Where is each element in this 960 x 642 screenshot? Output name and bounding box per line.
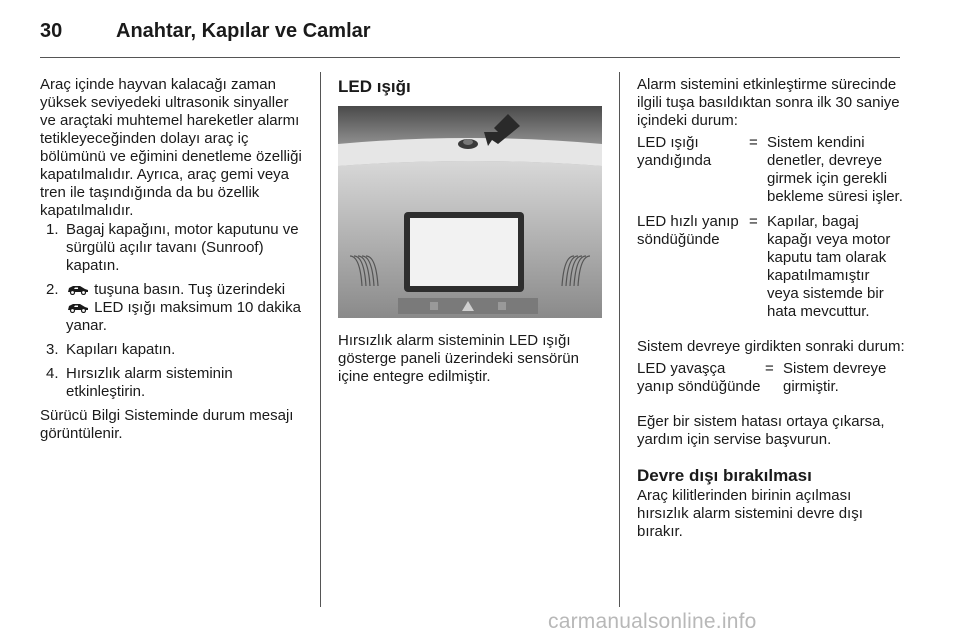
definition-term: LED yavaşça yanıp söndüğünde bbox=[637, 360, 761, 395]
step-item bbox=[40, 341, 306, 359]
dashboard-led-photo bbox=[338, 106, 602, 318]
page-number: 30 bbox=[40, 20, 63, 42]
header-rule bbox=[40, 57, 900, 58]
definition-description: Sistem devreye girmiştir. bbox=[783, 360, 887, 395]
step-item bbox=[40, 281, 306, 335]
step-item bbox=[40, 365, 306, 401]
step-text: Kapıları kapatın. bbox=[66, 341, 176, 358]
step-text: Hırsızlık alarm sisteminin etkinleştirin. bbox=[66, 365, 233, 400]
step-number: 2. bbox=[46, 281, 59, 298]
error-paragraph: Eğer bir sistem hatası ortaya çıkarsa, yardım için servise başvurun. bbox=[637, 413, 885, 448]
activation-steps bbox=[40, 221, 306, 401]
step-text: Bagaj kapağını, motor kaputunu ve sürgülü açılır tavanı (Sunroof) kapatın. bbox=[66, 221, 299, 274]
column-divider-2 bbox=[619, 72, 620, 607]
definition-description: Kapılar, bagaj kapağı veya motor kaputu tam olarak kapatılmamıştır veya sistemde bir hata mevcuttur. bbox=[767, 213, 891, 320]
status-after-intro: Sistem devreye girdikten sonraki durum: bbox=[637, 338, 905, 355]
step-item bbox=[40, 221, 306, 275]
status-intro: Alarm sistemini etkinleştirme sürecinde ilgili tuşa basıldıktan sonra ilk 30 saniye içindeki durum: bbox=[637, 76, 900, 129]
column-1 bbox=[40, 76, 306, 443]
status-definitions-2 bbox=[637, 360, 905, 396]
car-alarm-icon bbox=[66, 283, 90, 295]
deactivation-heading: Devre dışı bırakılması bbox=[637, 466, 812, 485]
watermark: carmanualsonline.info bbox=[548, 610, 757, 633]
definition-equals: = bbox=[749, 213, 758, 230]
step-number: 1. bbox=[46, 221, 59, 238]
chapter-title: Anahtar, Kapılar ve Camlar bbox=[116, 20, 371, 42]
definition-row bbox=[637, 360, 905, 396]
closing-paragraph: Sürücü Bilgi Sisteminde durum mesajı görüntülenir. bbox=[40, 407, 294, 442]
page-header bbox=[40, 20, 900, 60]
deactivation-paragraph: Araç kilitlerinden birinin açılması hırsızlık alarm sistemini devre dışı bırakır. bbox=[637, 487, 863, 540]
definition-term: LED ışığı yandığında bbox=[637, 134, 712, 169]
definition-equals: = bbox=[765, 360, 774, 377]
step-number: 3. bbox=[46, 341, 59, 358]
definition-term: LED hızlı yanıp söndüğünde bbox=[637, 213, 739, 248]
definition-equals: = bbox=[749, 134, 758, 151]
definition-description: Sistem kendini denetler, devreye girmek için gerekli bekleme süresi işler. bbox=[767, 134, 903, 205]
column-2 bbox=[338, 76, 604, 386]
led-heading: LED ışığı bbox=[338, 77, 411, 96]
led-caption: Hırsızlık alarm sisteminin LED ışığı gösterge paneli üzerindeki sensörün içine entegre edilmiştir. bbox=[338, 332, 579, 385]
intro-paragraph: Araç içinde hayvan kalacağı zaman yüksek seviyedeki ultrasonik sinyaller ve araçtaki muhtemel hareketler alarmı tetikleyeceğinden dolayı araç iç bölümünü ve eğimini denetleme özelliği kapatılmalıdır. Ayrıca, araç gemi veya tren ile taşındığında da bu özellik kapatılmalıdır. bbox=[40, 76, 302, 219]
step-number: 4. bbox=[46, 365, 59, 382]
column-3 bbox=[637, 76, 905, 541]
status-definitions-1 bbox=[637, 134, 905, 321]
definition-row bbox=[637, 134, 905, 206]
definition-row bbox=[637, 213, 905, 321]
step-text: LED ışığı maksimum 10 dakika yanar. bbox=[66, 299, 301, 334]
column-divider-1 bbox=[320, 72, 321, 607]
step-text: tuşuna basın. Tuş üzerindeki bbox=[94, 281, 286, 298]
car-alarm-icon bbox=[66, 301, 90, 313]
